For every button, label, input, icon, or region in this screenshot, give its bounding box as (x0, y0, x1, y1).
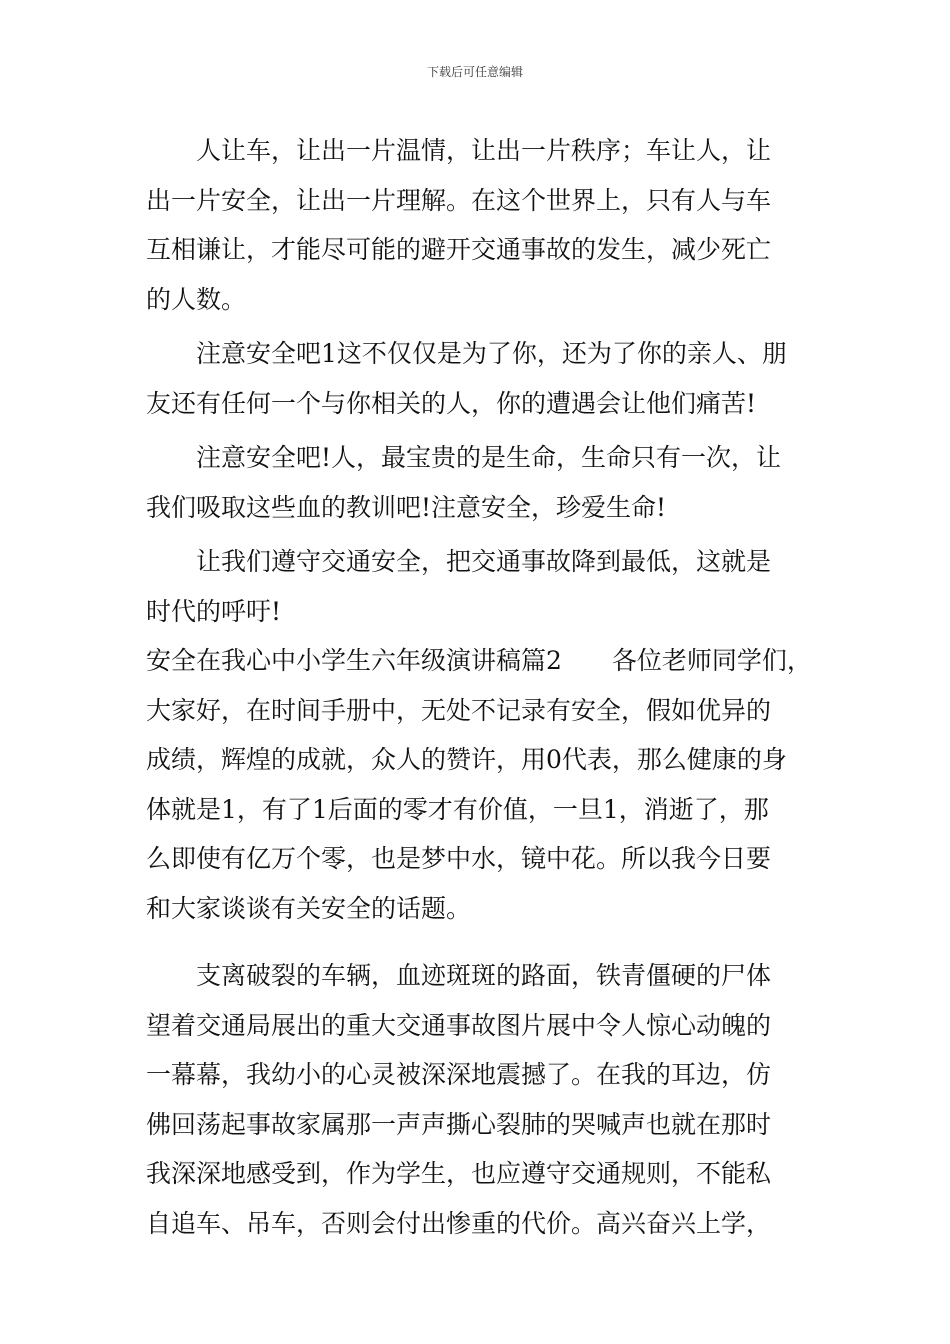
text-line: 望着交通局展出的重大交通事故图片展中令人惊心动魄的 (146, 1010, 772, 1040)
section-heading-line: 安全在我心中小学生六年级演讲稿篇2 各位老师同学们， (146, 646, 812, 675)
text-line: 时代的呼吁! (146, 596, 282, 626)
text-line: 么即使有亿万个零，也是梦中水，镜中花。所以我今日要 (146, 844, 772, 873)
paragraph-gap (146, 933, 822, 951)
text-line: 让我们遵守交通安全，把交通事故降到最低，这就是 (196, 547, 772, 576)
text-line: 注意安全吧1这不仅仅是为了你，还为了你的亲人、朋 (196, 339, 787, 368)
page-header: 下载后可任意编辑 (426, 65, 523, 79)
text-line: 我们吸取这些血的教训吧!注意安全，珍爱生命! (146, 492, 667, 522)
text-line: 自追车、吊车，否则会付出惨重的代价。高兴奋兴上学， (146, 1208, 772, 1238)
text-line: 大家好，在时间手册中，无处不记录有安全，假如优异的 (146, 695, 772, 725)
text-line: 友还有任何一个与你相关的人，你的遭遇会让他们痛苦! (146, 388, 757, 418)
text-line: 佛回荡起事故家属那一声声撕心裂肺的哭喊声也就在那时 (146, 1109, 772, 1139)
text-line: 我深深地感受到，作为学生，也应遵守交通规则，不能私 (146, 1159, 772, 1188)
text-line: 支离破裂的车辆，血迹斑斑的路面，铁青僵硬的尸体 (196, 961, 772, 990)
text-line: 互相谦让，才能尽可能的避开交通事故的发生，减少死亡 (146, 235, 772, 264)
text-line: 成绩，辉煌的成就，众人的赞许，用0代表，那么健康的身 (146, 745, 787, 774)
text-line: 的人数。 (146, 284, 247, 314)
text-line: 出一片安全，让出一片理解。在这个世界上，只有人与车 (146, 185, 772, 215)
text-line: 人让车，让出一片温情，让出一片秩序；车让人，让 (196, 136, 772, 165)
text-line: 体就是1，有了1后面的零才有价值，一旦1，消逝了，那 (146, 794, 769, 824)
text-line: 和大家谈谈有关安全的话题。 (146, 893, 472, 923)
text-line: 注意安全吧!人，最宝贵的是生命，生命只有一次，让 (196, 443, 782, 472)
text-line: 一幕幕，我幼小的心灵被深深地震撼了。在我的耳边，仿 (146, 1060, 772, 1089)
document-body (146, 126, 822, 1248)
